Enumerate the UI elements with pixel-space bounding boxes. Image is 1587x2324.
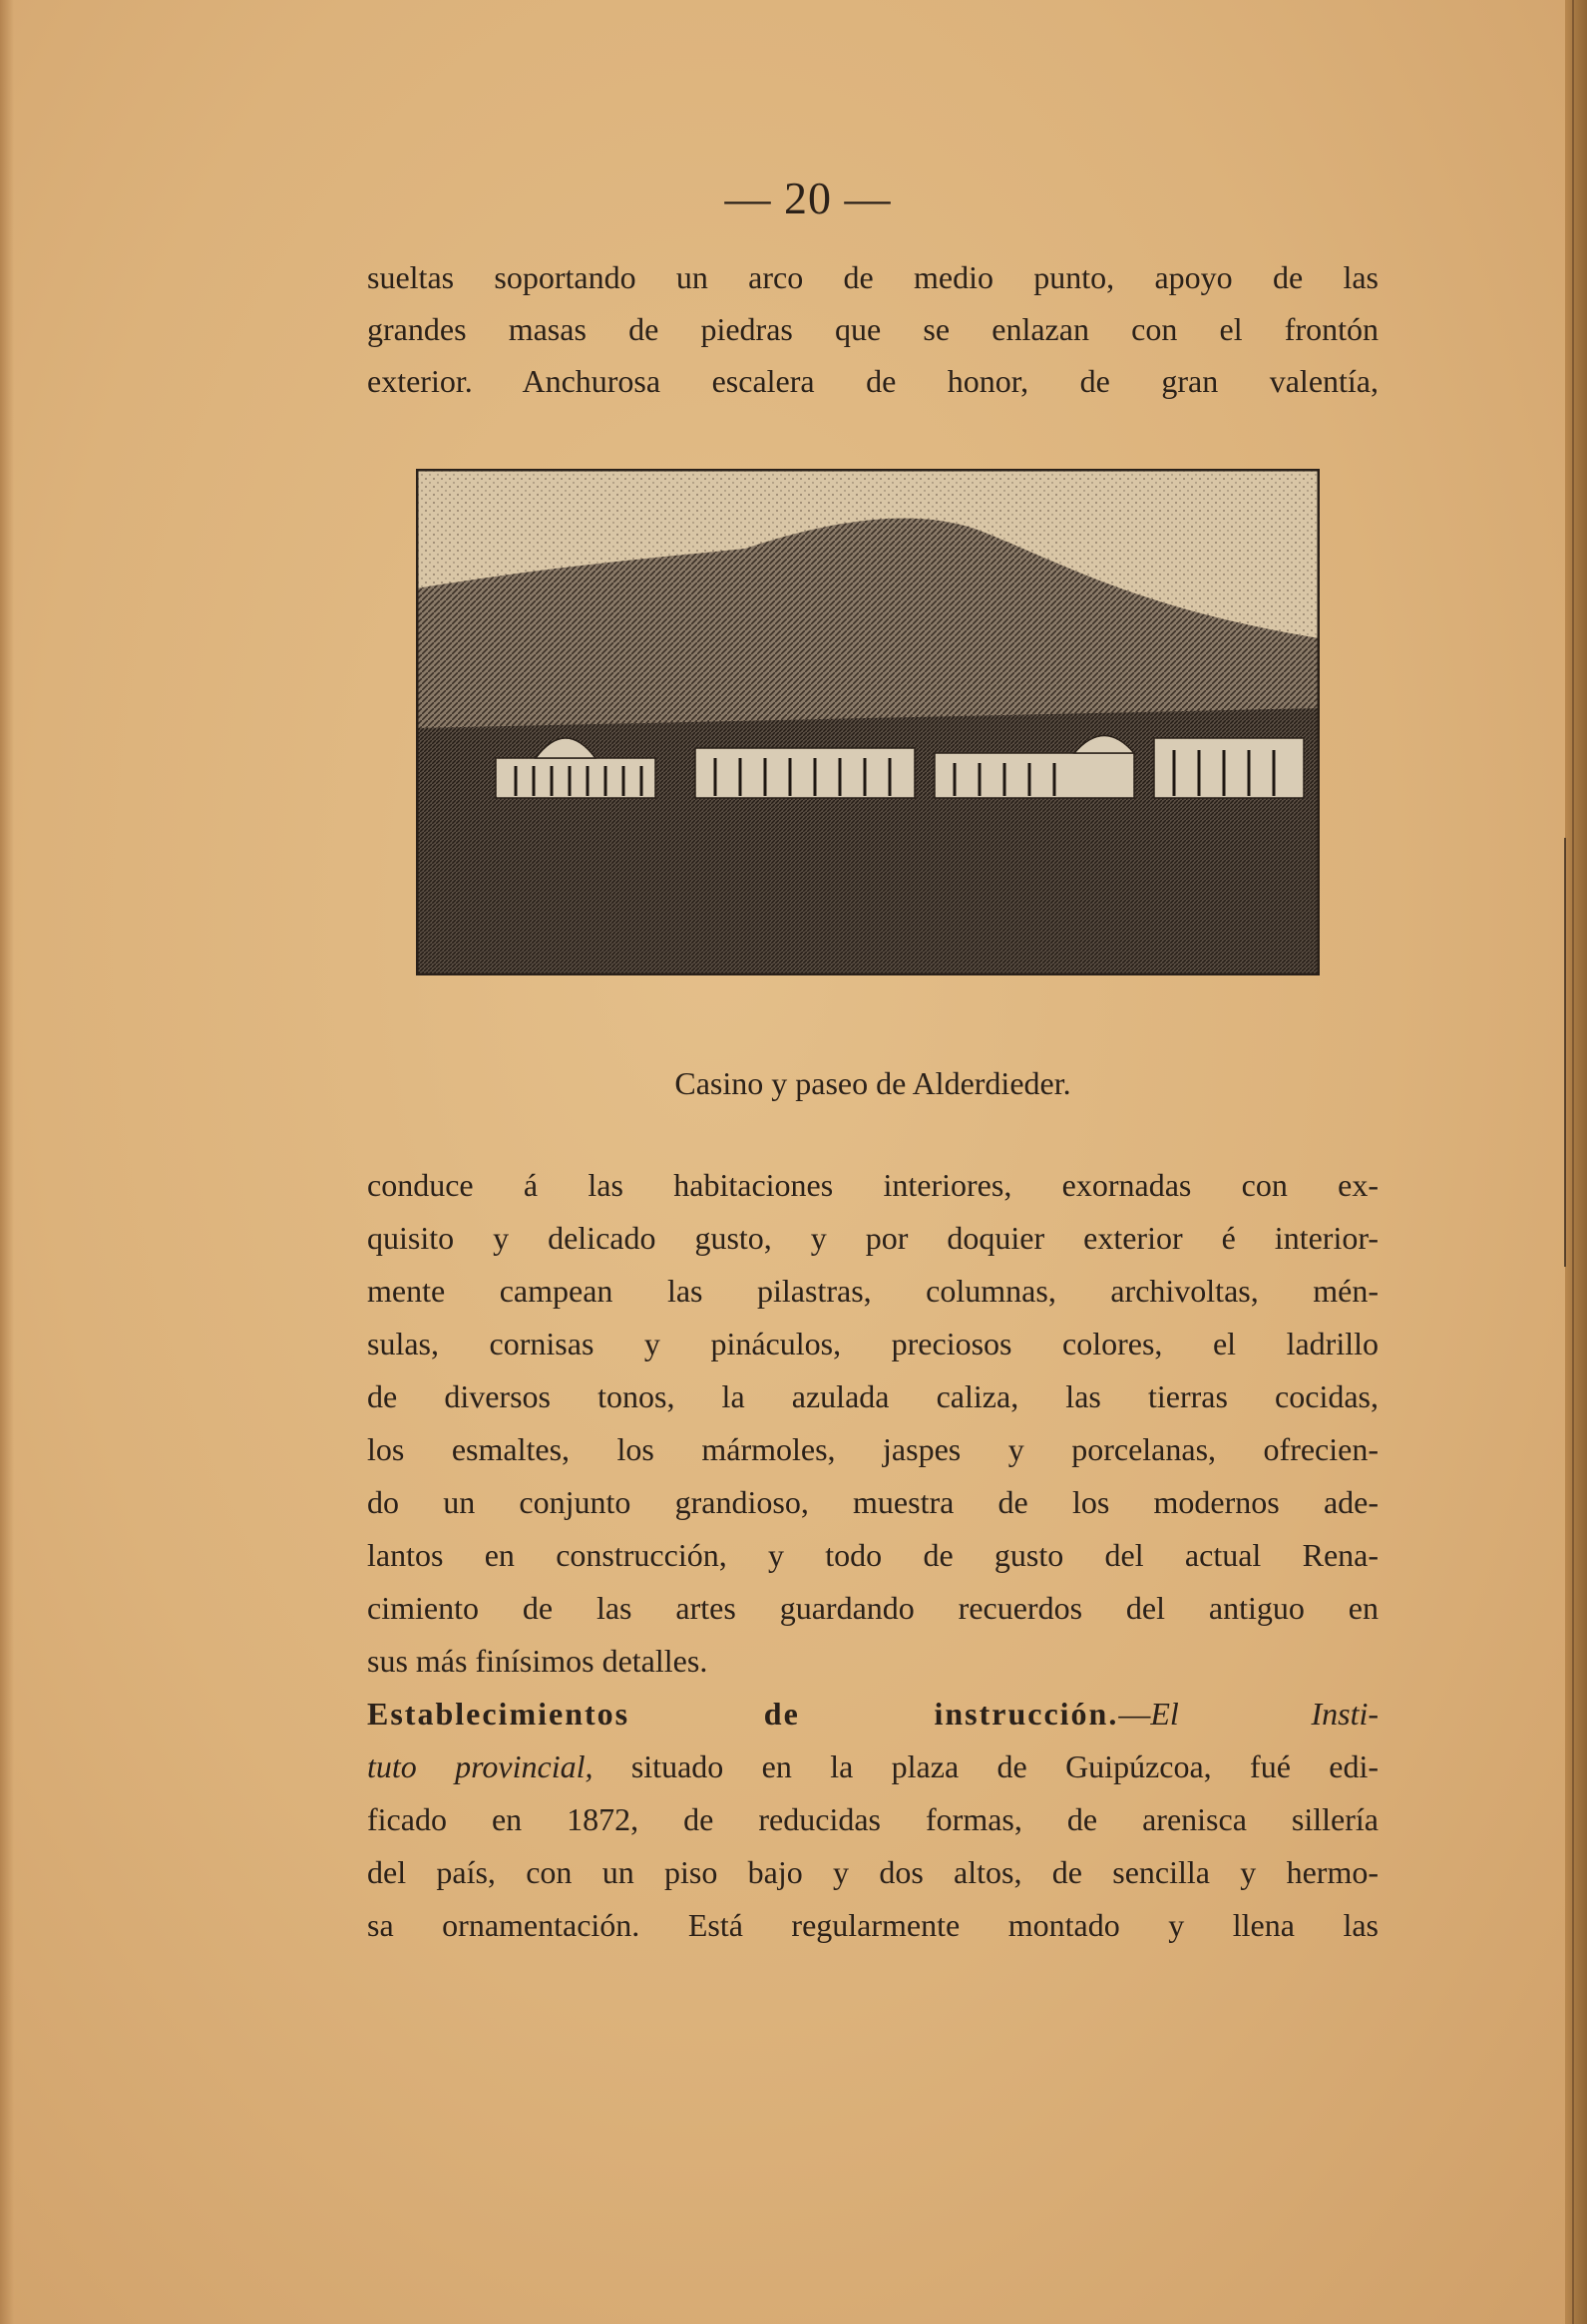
- page-left-edge: [0, 0, 14, 2324]
- figure-caption: Casino y paseo de Alderdieder.: [674, 1065, 1071, 1101]
- section-heading: Establecimientos de instrucción.: [367, 1696, 1119, 1732]
- page-number: — 20 —: [724, 173, 892, 223]
- text-line: sa ornamentación. Está regularmente montado y llena las: [367, 1907, 1379, 1943]
- engraving-casino: [416, 469, 1320, 975]
- section-italic-start: El Insti-: [1150, 1696, 1380, 1732]
- engraving-illustration: [416, 469, 1320, 975]
- spine-mark: [1564, 838, 1570, 1267]
- page-fold-line: [1572, 0, 1574, 2324]
- text-line: mente campean las pilastras, columnas, archivoltas, mén-: [367, 1273, 1379, 1309]
- text-line: exterior. Anchurosa escalera de honor, de gran valentía,: [367, 363, 1379, 399]
- text-line: lantos en construcción, y todo de gusto del actual Rena-: [367, 1537, 1379, 1573]
- text-line: ficado en 1872, de reducidas formas, de arenisca sillería: [367, 1801, 1379, 1837]
- section-line-2: [367, 1746, 1379, 1786]
- section-line-2-rest: situado en la plaza de Guipúzcoa, fué edi-: [593, 1748, 1380, 1784]
- text-line: sus más finísimos detalles.: [367, 1643, 708, 1679]
- section-italic-name: tuto provincial,: [367, 1748, 594, 1784]
- text-line: sulas, cornisas y pináculos, preciosos colores, el ladrillo: [367, 1326, 1379, 1361]
- text-line: do un conjunto grandioso, muestra de los modernos ade-: [367, 1484, 1379, 1520]
- section-line-1: [367, 1694, 1379, 1734]
- text-line: conduce á las habitaciones interiores, exornadas con ex-: [367, 1167, 1379, 1203]
- text-line: del país, con un piso bajo y dos altos, de sencilla y hermo-: [367, 1854, 1379, 1890]
- text-line: sueltas soportando un arco de medio punto, apoyo de las: [367, 259, 1379, 295]
- text-line: de diversos tonos, la azulada caliza, las tierras cocidas,: [367, 1378, 1379, 1414]
- text-line: quisito y delicado gusto, y por doquier exterior é interior-: [367, 1220, 1379, 1256]
- text-line: cimiento de las artes guardando recuerdos del antiguo en: [367, 1590, 1379, 1626]
- text-line: los esmaltes, los mármoles, jaspes y porcelanas, ofrecien-: [367, 1431, 1379, 1467]
- section-dash: —: [1118, 1696, 1151, 1732]
- text-line: grandes masas de piedras que se enlazan con el frontón: [367, 311, 1379, 347]
